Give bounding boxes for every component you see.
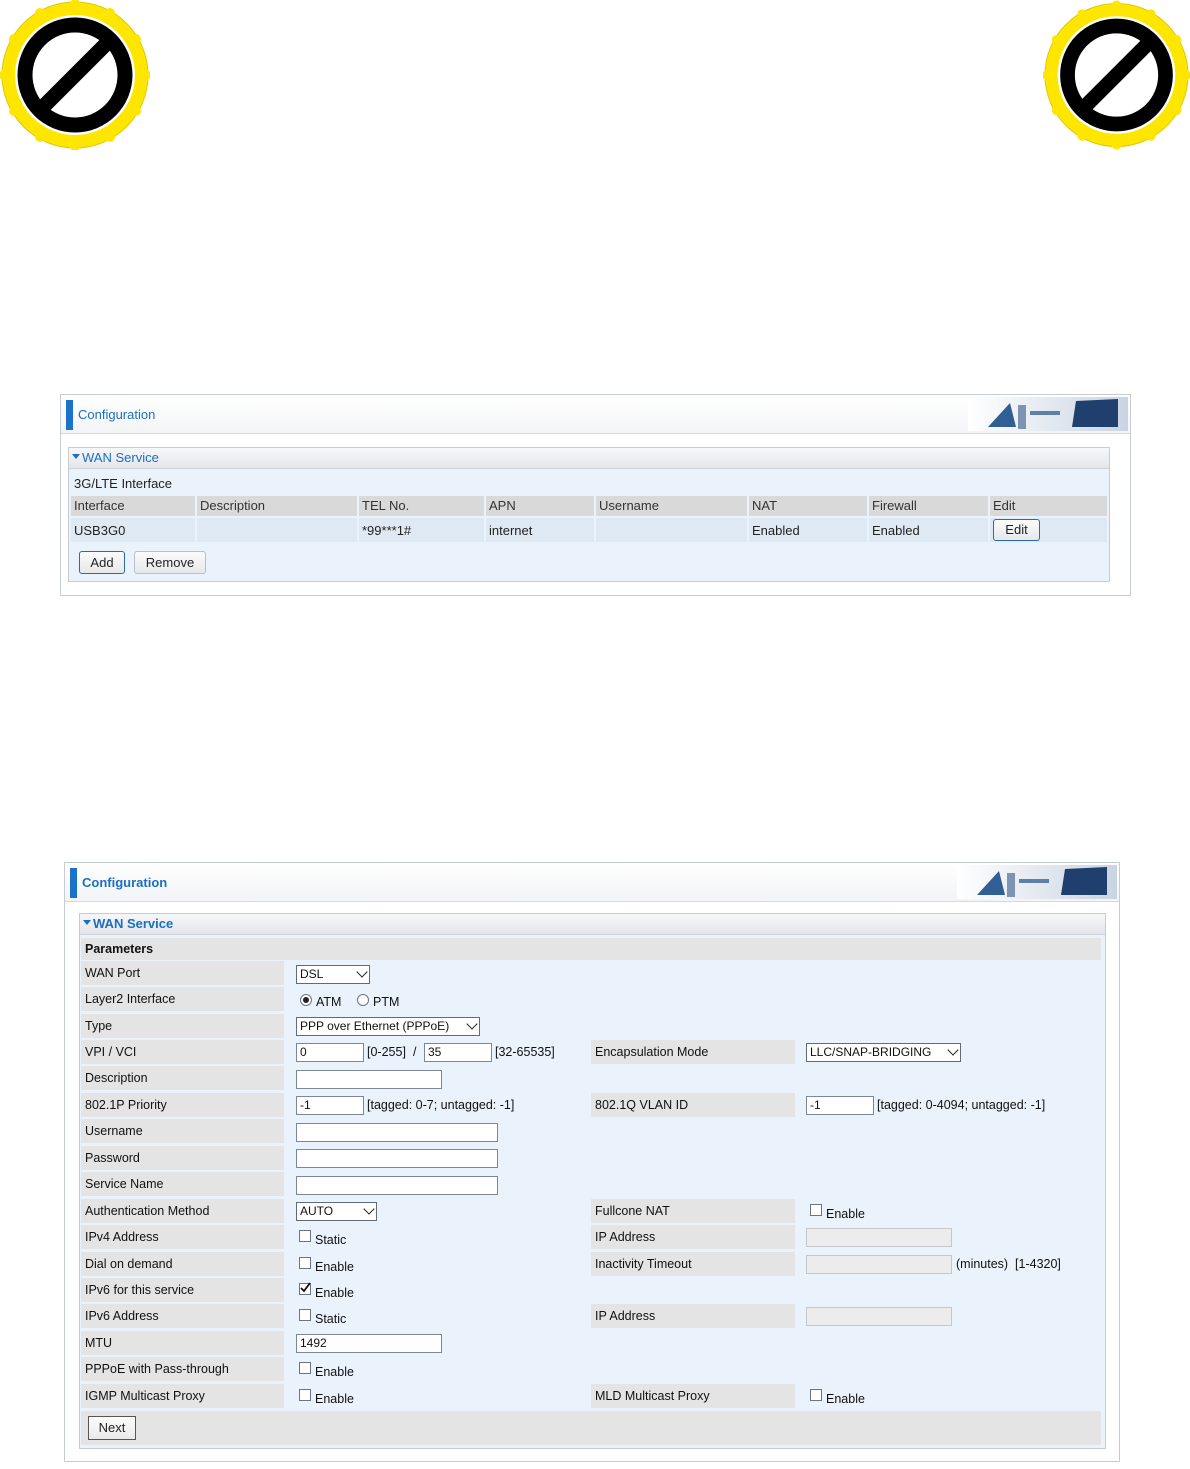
description-input[interactable] xyxy=(296,1070,442,1089)
inactivity-timeout-input[interactable] xyxy=(806,1255,952,1274)
inactivity-timeout-label: Inactivity Timeout xyxy=(591,1252,795,1276)
igmp-proxy-checkbox[interactable] xyxy=(299,1389,311,1401)
edit-button[interactable]: Edit xyxy=(993,519,1040,541)
ipv4-ip-address-input[interactable] xyxy=(806,1228,952,1247)
section-header[interactable] xyxy=(69,448,1109,469)
ipv6-service-option: Enable xyxy=(315,1286,354,1300)
mld-proxy-option: Enable xyxy=(826,1392,865,1406)
ipv6-ip-address-label: IP Address xyxy=(591,1304,795,1328)
add-button[interactable]: Add xyxy=(79,551,125,574)
priority-label: 802.1P Priority xyxy=(81,1093,284,1117)
pppoe-passthrough-checkbox[interactable] xyxy=(299,1362,311,1374)
vpi-range-hint: [0-255] xyxy=(367,1045,406,1059)
subheading: 3G/LTE Interface xyxy=(74,476,173,491)
section-title: WAN Service xyxy=(93,916,174,931)
username-input[interactable] xyxy=(296,1123,498,1142)
priority-input[interactable]: -1 xyxy=(296,1096,364,1115)
dial-on-demand-option: Enable xyxy=(315,1260,354,1274)
priority-hint: [tagged: 0-7; untagged: -1] xyxy=(367,1098,515,1112)
column-header-edit: Edit xyxy=(990,496,1107,516)
fullcone-nat-option: Enable xyxy=(826,1207,865,1221)
ipv4-address-label: IPv4 Address xyxy=(81,1225,284,1249)
section-header[interactable] xyxy=(80,914,1105,935)
header-decoration-image xyxy=(957,865,1117,899)
vpi-vci-separator: / xyxy=(413,1045,417,1059)
service-name-label: Service Name xyxy=(81,1172,284,1196)
column-header-username: Username xyxy=(596,496,747,516)
inactivity-timeout-hint: (minutes) [1-4320] xyxy=(956,1257,1061,1271)
fullcone-nat-checkbox[interactable] xyxy=(810,1204,822,1216)
row-value-bg xyxy=(286,1278,1101,1302)
wan-port-label: WAN Port xyxy=(81,961,284,985)
disclosure-triangle-icon xyxy=(72,454,80,459)
panel-header-accent-bar xyxy=(70,868,77,898)
checkmark-icon xyxy=(299,1282,311,1294)
row-value-bg xyxy=(286,1357,1101,1381)
column-header-interface: Interface xyxy=(71,496,195,516)
dial-on-demand-checkbox[interactable] xyxy=(299,1257,311,1269)
column-header-apn: APN xyxy=(486,496,594,516)
panel-title: Configuration xyxy=(78,407,156,422)
service-name-input[interactable] xyxy=(296,1176,498,1195)
ipv4-ip-address-label: IP Address xyxy=(591,1225,795,1249)
dial-on-demand-label: Dial on demand xyxy=(81,1252,284,1276)
row-value-bg xyxy=(286,987,1101,1011)
type-label: Type xyxy=(81,1014,284,1038)
cell-interface: USB3G0 xyxy=(74,523,126,538)
subheading: Parameters xyxy=(81,938,1101,960)
column-header-description: Description xyxy=(197,496,357,516)
section-title: WAN Service xyxy=(82,450,159,465)
panel-header xyxy=(65,863,1119,902)
mld-proxy-label: MLD Multicast Proxy xyxy=(591,1384,795,1408)
panel-title: Configuration xyxy=(82,875,168,890)
chevron-down-icon xyxy=(363,1203,374,1214)
chevron-down-icon xyxy=(466,1018,477,1029)
vpi-input[interactable]: 0 xyxy=(296,1043,364,1062)
encapsulation-mode-select[interactable]: LLC/SNAP-BRIDGING xyxy=(806,1043,961,1062)
prohibited-badge-left xyxy=(0,0,150,150)
column-header-nat: NAT xyxy=(749,496,867,516)
cell-firewall: Enabled xyxy=(872,523,920,538)
ptm-radio-label: PTM xyxy=(373,995,400,1009)
atm-radio[interactable] xyxy=(300,994,312,1006)
configuration-panel-wan-list xyxy=(60,394,1131,596)
column-header-firewall: Firewall xyxy=(869,496,988,516)
atm-radio-label: ATM xyxy=(316,995,342,1009)
password-input[interactable] xyxy=(296,1149,498,1168)
prohibited-icon xyxy=(1043,1,1190,150)
wan-port-select[interactable]: DSL xyxy=(296,965,370,984)
form-footer xyxy=(81,1411,1101,1445)
fullcone-nat-label: Fullcone NAT xyxy=(591,1199,795,1223)
igmp-proxy-option: Enable xyxy=(315,1392,354,1406)
ptm-radio[interactable] xyxy=(357,994,369,1006)
description-label: Description xyxy=(81,1066,284,1090)
ipv6-address-label: IPv6 Address xyxy=(81,1304,284,1328)
vpi-vci-label: VPI / VCI xyxy=(81,1040,284,1064)
cell-apn: internet xyxy=(489,523,533,538)
igmp-proxy-label: IGMP Multicast Proxy xyxy=(81,1384,284,1408)
ipv6-service-label: IPv6 for this service xyxy=(81,1278,284,1302)
mld-proxy-checkbox[interactable] xyxy=(810,1389,822,1401)
auth-method-label: Authentication Method xyxy=(81,1199,284,1223)
configuration-panel-wan-form xyxy=(64,862,1120,1462)
pppoe-passthrough-label: PPPoE with Pass-through xyxy=(81,1357,284,1381)
ipv4-static-checkbox[interactable] xyxy=(299,1230,311,1242)
ipv6-static-checkbox[interactable] xyxy=(299,1309,311,1321)
row-value-bg xyxy=(286,961,1101,985)
cell-bg xyxy=(596,518,747,542)
vlan-id-label: 802.1Q VLAN ID xyxy=(591,1093,795,1117)
chevron-down-icon xyxy=(356,966,367,977)
panel-header-accent-bar xyxy=(66,400,73,430)
cell-nat: Enabled xyxy=(752,523,800,538)
remove-button[interactable]: Remove xyxy=(134,551,206,574)
ipv6-static-option: Static xyxy=(315,1312,347,1326)
disclosure-triangle-icon xyxy=(83,920,91,925)
ipv4-static-option: Static xyxy=(315,1233,347,1247)
wan-service-section xyxy=(68,447,1110,582)
type-select[interactable]: PPP over Ethernet (PPPoE) xyxy=(296,1017,480,1036)
vlan-id-hint: [tagged: 0-4094; untagged: -1] xyxy=(877,1098,1046,1112)
next-button[interactable]: Next xyxy=(88,1416,136,1440)
ipv6-service-checkbox[interactable] xyxy=(299,1283,311,1295)
vlan-id-input[interactable]: -1 xyxy=(806,1096,874,1115)
cell-tel-no: *99***1# xyxy=(362,523,412,538)
username-label: Username xyxy=(81,1119,284,1143)
vci-range-hint: [32-65535] xyxy=(495,1045,555,1059)
mtu-label: MTU xyxy=(81,1331,284,1355)
password-label: Password xyxy=(81,1146,284,1170)
chevron-down-icon xyxy=(947,1044,958,1055)
mtu-input[interactable]: 1492 xyxy=(296,1334,442,1353)
encapsulation-mode-label: Encapsulation Mode xyxy=(591,1040,795,1064)
auth-method-select[interactable]: AUTO xyxy=(296,1202,377,1221)
header-decoration-image xyxy=(968,397,1128,431)
wan-service-section xyxy=(79,913,1106,1449)
layer2-interface-label: Layer2 Interface xyxy=(81,987,284,1011)
vci-input[interactable]: 35 xyxy=(424,1043,492,1062)
column-header-tel-no: TEL No. xyxy=(359,496,484,516)
ipv6-ip-address-input[interactable] xyxy=(806,1307,952,1326)
prohibited-icon xyxy=(0,0,150,150)
panel-header xyxy=(61,395,1130,434)
cell-bg xyxy=(197,518,357,542)
pppoe-passthrough-option: Enable xyxy=(315,1365,354,1379)
prohibited-badge-right xyxy=(1043,0,1190,150)
